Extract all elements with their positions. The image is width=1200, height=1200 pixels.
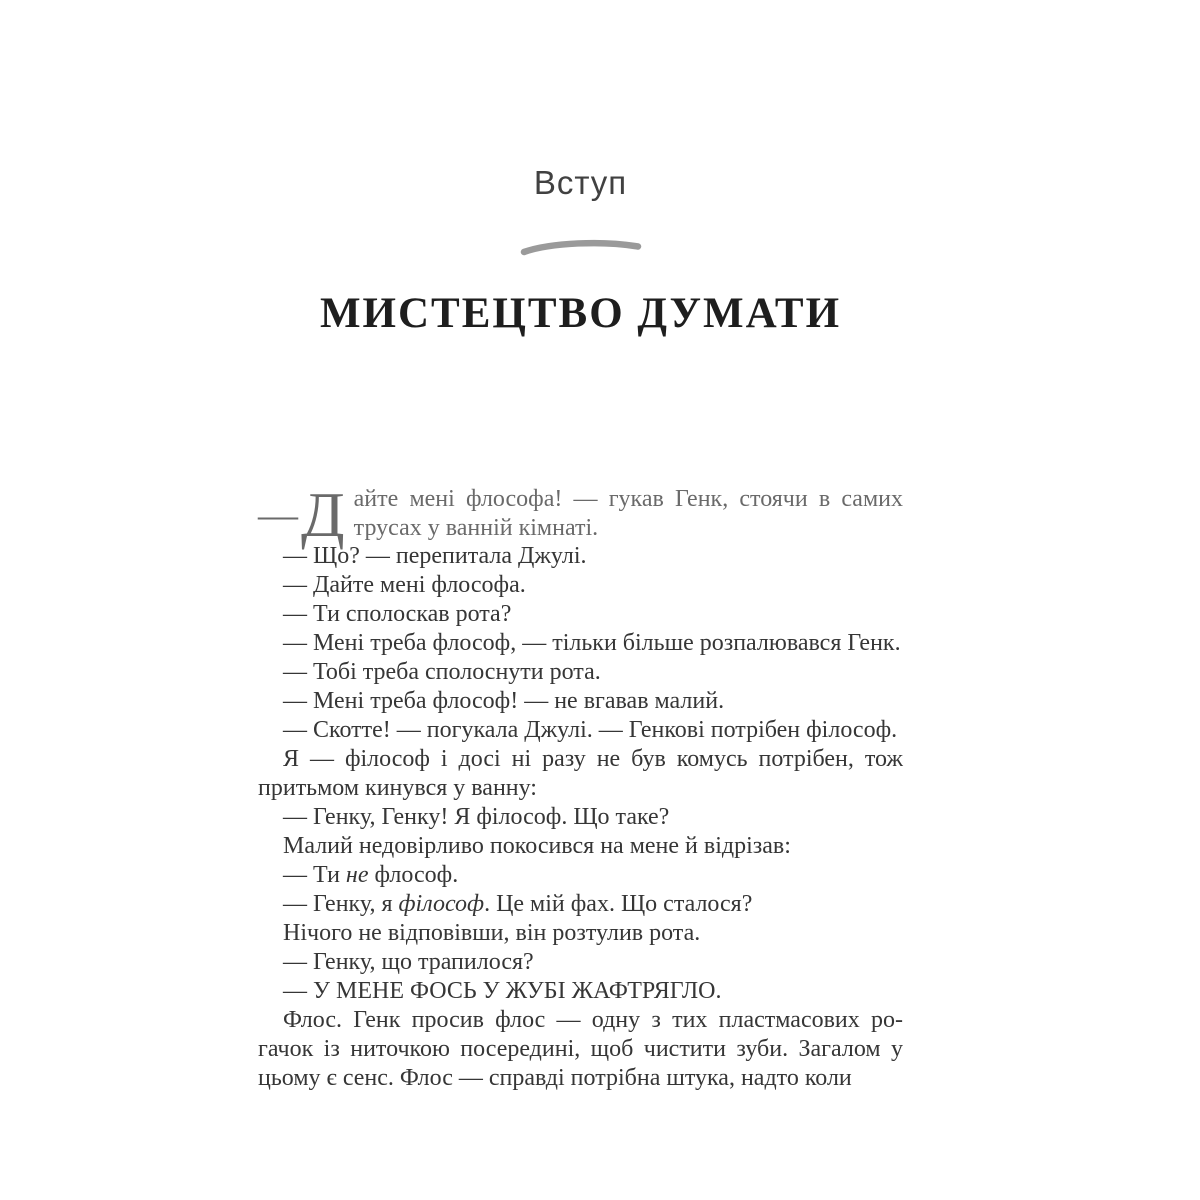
text-run: — Тобі треба сполоснути рота. — [283, 659, 601, 685]
text-run: . Це мій фах. Що сталося? — [484, 891, 753, 917]
text-run: Нічого не відповівши, він розтулив рота. — [283, 920, 701, 946]
text-run: — Генку, я — [283, 891, 399, 917]
text-run: Флос. Генк просив флос — одну з тих пластмасових рогачок із ниточкою посередині, щоб чистити зуби. Загалом у цьому є сенс. Флос — справді потрібна штука, надто коли — [258, 1007, 903, 1091]
paragraph — [258, 803, 903, 832]
text-run: — У МЕНЕ ФОСЬ У ЖУБІ ЖАФТРЯГЛО. — [283, 978, 722, 1004]
paragraph — [258, 919, 903, 948]
text-run: — Генку, Генку! Я філософ. Що таке? — [283, 804, 670, 830]
paragraph — [258, 1006, 903, 1093]
text-run: Я — філософ і досі ні разу не був комусь потрібен, тож притьмом кинувся у ванну: — [258, 746, 903, 801]
paragraph — [258, 571, 903, 600]
text-run: айте мені флософа! — гукав Генк, стоячи в самих трусах у ванній кімнаті. — [353, 486, 903, 541]
text-run: Малий недовірливо покосився на мене й відрізав: — [283, 833, 791, 859]
text-run: — Дайте мені флософа. — [283, 572, 526, 598]
emphasized-text: філософ — [398, 891, 485, 917]
swoosh-stroke-icon — [519, 238, 643, 258]
section-divider-swoosh — [519, 238, 643, 258]
text-run: — Мені треба флософ! — не вгавав малий. — [283, 688, 725, 714]
text-run: — Що? — перепитала Джулі. — [283, 543, 587, 569]
paragraph — [258, 687, 903, 716]
drop-cap — [258, 479, 345, 551]
paragraph — [258, 861, 903, 890]
paragraph — [258, 479, 903, 551]
section-label: Вступ — [533, 164, 628, 201]
drop-cap-letter: Д — [301, 479, 345, 551]
text-run: — Ти сполоскав рота? — [283, 601, 512, 627]
paragraph — [258, 890, 903, 919]
book-page — [258, 0, 903, 1200]
paragraph — [258, 629, 903, 658]
paragraph — [258, 948, 903, 977]
emphasized-text: не — [345, 862, 369, 888]
chapter-title: МИСТЕЦТВО ДУМАТИ — [319, 290, 842, 337]
paragraph — [258, 977, 903, 1006]
paragraph — [258, 600, 903, 629]
paragraph — [258, 745, 903, 803]
paragraph — [258, 716, 903, 745]
text-run: — Скотте! — погукала Джулі. — Генкові потрібен філософ. — [283, 717, 898, 743]
text-run: — Мені треба флософ, — тільки більше розпалювався Генк. — [283, 630, 901, 656]
body-text — [258, 479, 903, 1093]
drop-cap-dash: — — [258, 492, 298, 537]
text-run: — Генку, що трапилося? — [283, 949, 534, 975]
paragraph — [258, 658, 903, 687]
paragraph — [258, 832, 903, 861]
text-run: — Ти — [283, 862, 346, 888]
text-run: флософ. — [368, 862, 459, 888]
